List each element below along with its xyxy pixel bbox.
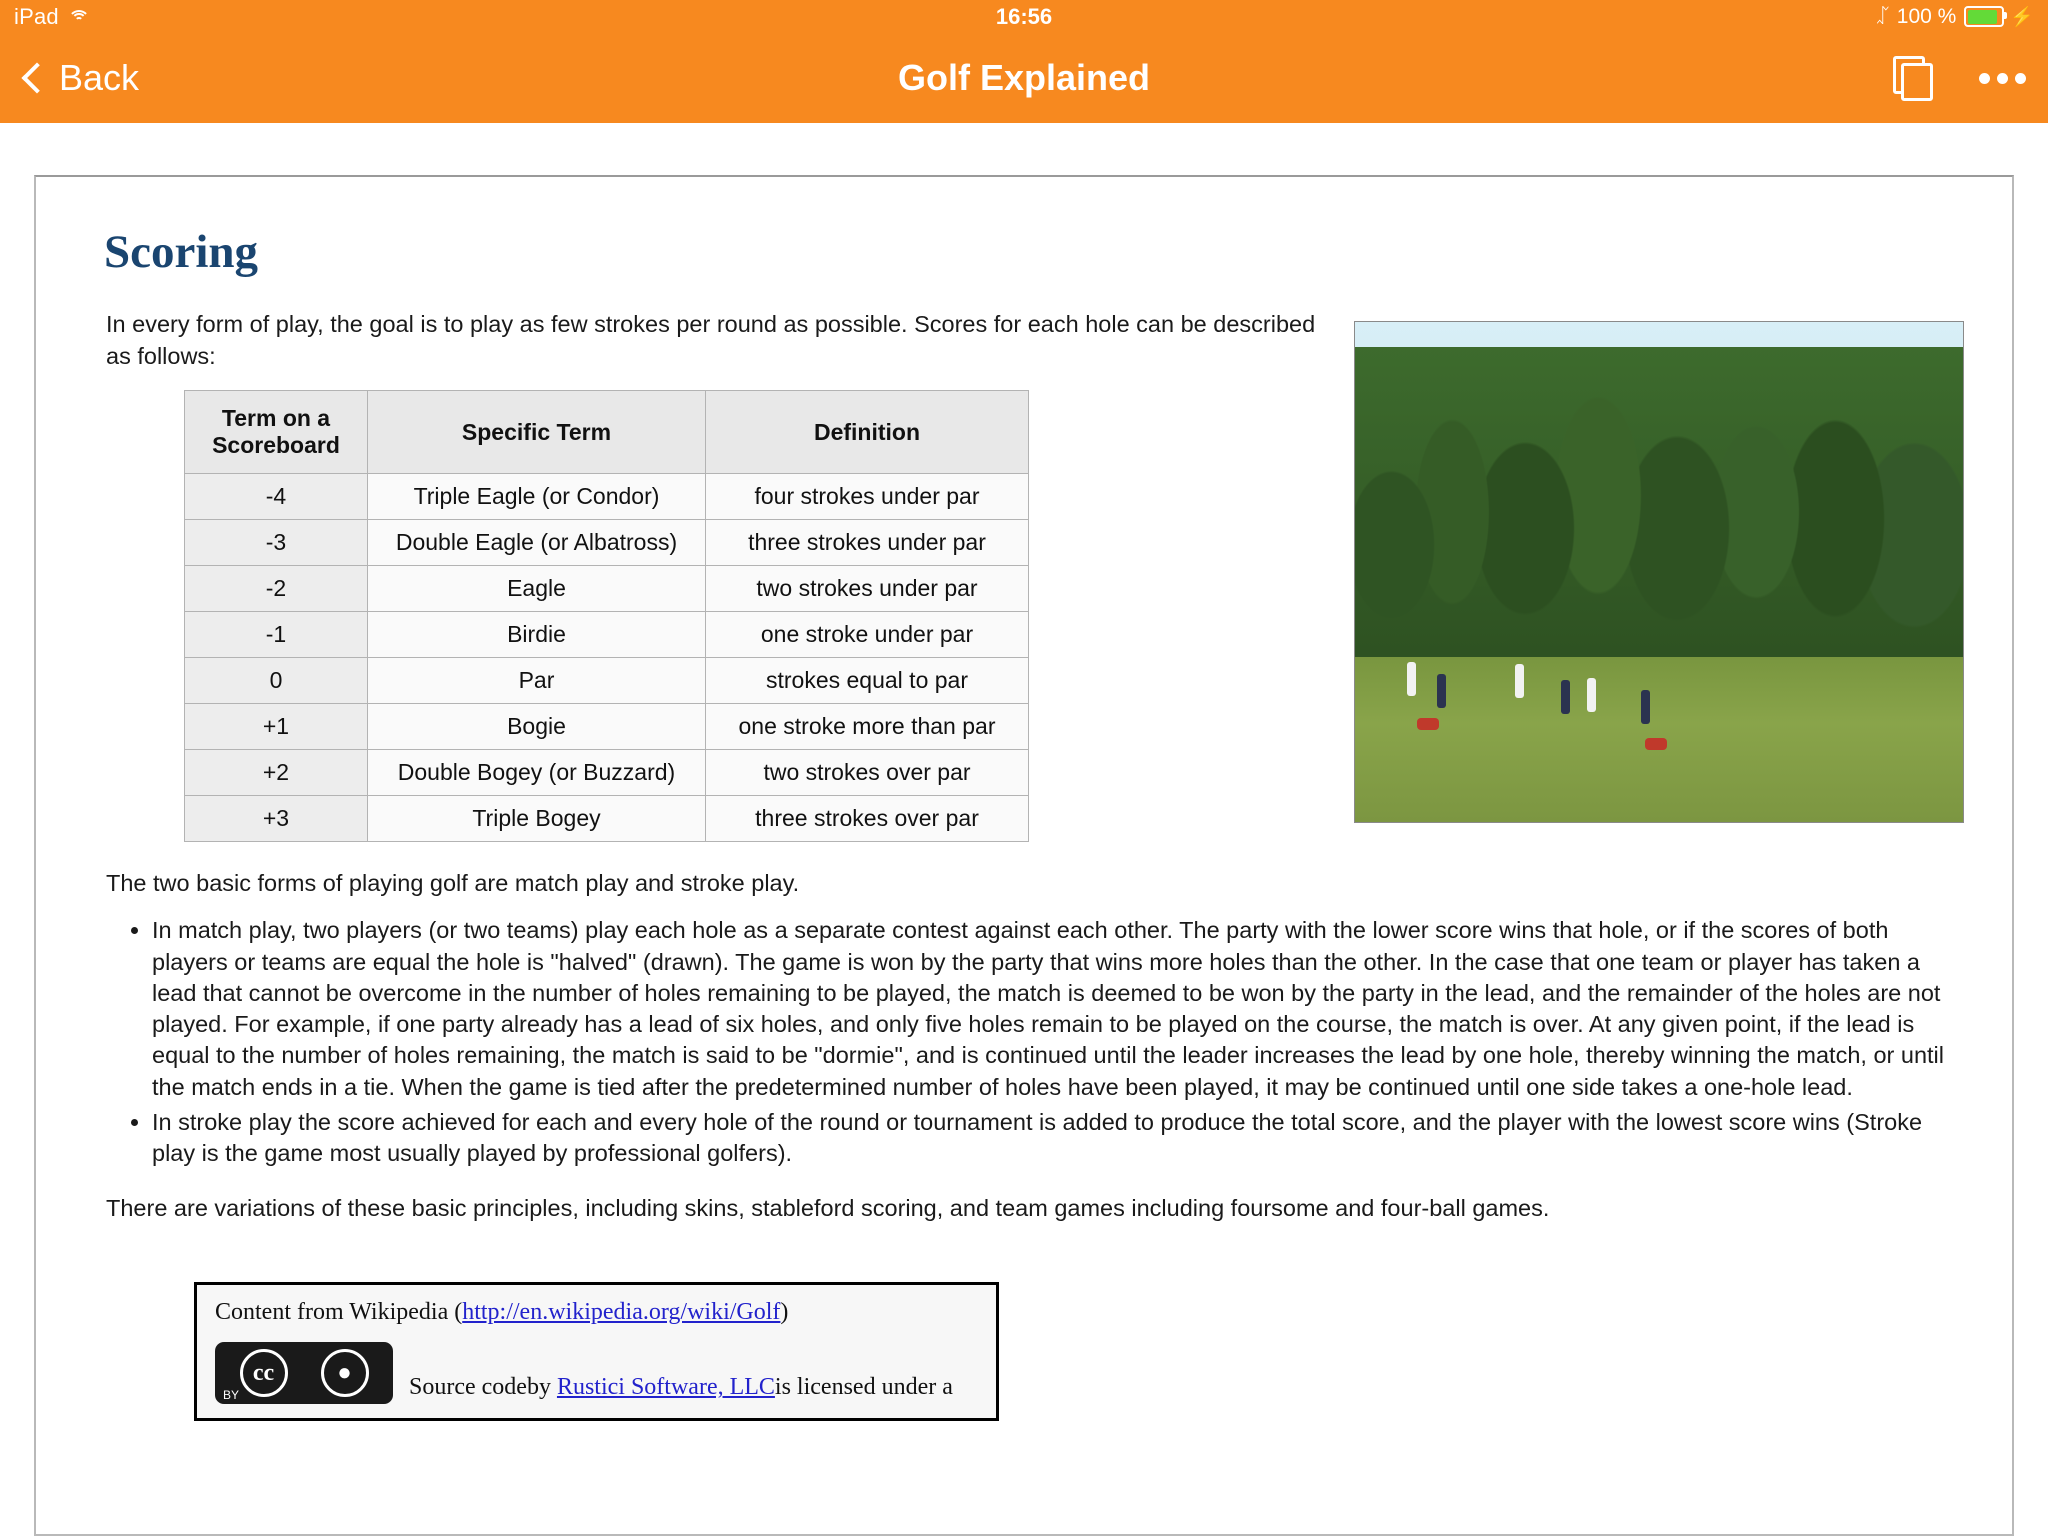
cell-specific-term: Par <box>368 658 706 704</box>
intro-paragraph: In every form of play, the goal is to play as few strokes per round as possible. Scores for each hole can be described as follows: <box>106 311 1316 369</box>
charging-bolt-icon: ⚡ <box>2010 6 2034 28</box>
battery-icon <box>1964 6 2004 27</box>
cell-definition: three strokes over par <box>706 796 1029 842</box>
creative-commons-icon <box>215 1342 393 1404</box>
cell-definition: two strokes over par <box>706 750 1029 796</box>
photo-equipment <box>1645 738 1667 750</box>
cell-term: +1 <box>185 704 368 750</box>
license-text-pre: Source codeby <box>409 1374 557 1401</box>
license-text-post: is licensed under a <box>774 1374 953 1401</box>
cell-specific-term: Triple Eagle (or Condor) <box>368 474 706 520</box>
bluetooth-icon: ᛢ <box>1876 5 1889 27</box>
right-column <box>1354 321 1964 823</box>
table-row <box>185 750 1029 796</box>
cc-circle-icon: cc <box>240 1349 288 1397</box>
copy-pages-icon[interactable] <box>1893 56 1931 100</box>
cell-term: -2 <box>185 566 368 612</box>
license-text <box>409 1372 953 1404</box>
status-bar-right <box>1877 5 2034 29</box>
cell-term: -1 <box>185 612 368 658</box>
photo-figure <box>1641 690 1650 724</box>
cell-definition: four strokes under par <box>706 474 1029 520</box>
table-row <box>185 566 1029 612</box>
column-header-definition: Definition <box>706 391 1029 474</box>
table-row <box>185 796 1029 842</box>
scoring-table-body <box>185 474 1029 842</box>
intro-and-photo-layout <box>84 309 1964 842</box>
attribution-line-2 <box>215 1342 978 1404</box>
back-button-label: Back <box>59 57 140 98</box>
photo-equipment <box>1417 718 1439 730</box>
more-options-icon[interactable] <box>1979 73 2026 84</box>
attribution-line-1 <box>215 1299 978 1326</box>
cell-definition: one stroke more than par <box>706 704 1029 750</box>
device-label: iPad <box>14 3 59 29</box>
attribution-person-icon: ● <box>321 1349 369 1397</box>
table-row <box>185 658 1029 704</box>
cell-specific-term: Birdie <box>368 612 706 658</box>
cell-term: +2 <box>185 750 368 796</box>
cell-term: -3 <box>185 520 368 566</box>
document-body <box>84 225 1964 1421</box>
battery-percent-label: 100 % <box>1896 4 1957 28</box>
left-column <box>84 309 1318 842</box>
table-row <box>185 474 1029 520</box>
cell-specific-term: Eagle <box>368 566 706 612</box>
table-row <box>185 704 1029 750</box>
cell-term: +3 <box>185 796 368 842</box>
nav-bar-actions <box>1893 56 2026 100</box>
cell-specific-term: Triple Bogey <box>368 796 706 842</box>
column-header-specific-term: Specific Term <box>368 391 706 474</box>
cc-by-label: BY <box>223 1388 240 1403</box>
golf-course-photo <box>1354 321 1964 823</box>
forms-of-play-paragraph: The two basic forms of playing golf are match play and stroke play. <box>106 870 800 897</box>
wikipedia-link[interactable]: http://en.wikipedia.org/wiki/Golf <box>462 1299 781 1326</box>
cell-specific-term: Double Bogey (or Buzzard) <box>368 750 706 796</box>
photo-figure <box>1515 664 1524 698</box>
photo-figure <box>1407 662 1416 696</box>
photo-figure <box>1437 674 1446 708</box>
cell-specific-term: Bogie <box>368 704 706 750</box>
attribution-prefix: Content from Wikipedia ( <box>215 1299 463 1326</box>
cell-definition: three strokes under par <box>706 520 1029 566</box>
table-row <box>185 612 1029 658</box>
section-heading: Scoring <box>104 226 259 278</box>
cell-term: -4 <box>185 474 368 520</box>
chevron-left-icon <box>21 62 52 93</box>
document-frame[interactable] <box>34 175 2014 1536</box>
attribution-box <box>194 1282 999 1421</box>
rules-list <box>84 915 1964 1169</box>
photo-treeline <box>1355 347 1963 677</box>
attribution-suffix: ) <box>780 1299 789 1326</box>
cell-definition: strokes equal to par <box>706 658 1029 704</box>
status-bar-clock: 16:56 <box>995 3 1053 29</box>
table-header-row <box>185 391 1029 474</box>
photo-figure <box>1561 680 1570 714</box>
cell-term: 0 <box>185 658 368 704</box>
scoring-table-head <box>185 391 1029 474</box>
cell-definition: one stroke under par <box>706 612 1029 658</box>
list-item: • In match play, two players (or two teams) play each hole as a separate contest against each other. The party with the lower score wins that hole, or if the scores of both players or teams are equal the hole is "halved" (drawn). The game is won by the party that wins more holes than the other. In the case that one team or player has taken a lead that cannot be overcome in the number of holes remaining to be played, the match is deemed to be won by the party in the lead, and the remainder of the holes are not played. For example, if one party already has a lead of six holes, and only five holes remain to be played on the course, the match is over. At any given point, if the lead is equal to the number of holes remaining, the match is said to be "dormie", and is continued until the leader increases the lead by one hole, thereby winning the match, or until the match ends in a tie. When the game is tied after the predetermined number of holes have been played, it may be continued until one side takes a one-hole lead. <box>152 915 1964 1103</box>
column-header-term: Term on a Scoreboard <box>185 391 368 474</box>
back-button[interactable] <box>22 57 139 99</box>
page-title: Golf Explained <box>897 57 1151 98</box>
content-area <box>0 123 2048 1536</box>
scoring-table <box>184 390 1029 842</box>
list-item: • In stroke play the score achieved for each and every hole of the round or tournament is added to produce the total score, and the player with the lowest score wins (Stroke play is the game most usually played by professional golfers). <box>152 1107 1964 1170</box>
rustici-software-link[interactable]: Rustici Software, LLC <box>556 1374 775 1401</box>
status-bar <box>0 0 2048 33</box>
variations-paragraph: There are variations of these basic principles, including skins, stableford scoring, and team games including foursome and four-ball games. <box>106 1195 1550 1222</box>
cell-specific-term: Double Eagle (or Albatross) <box>368 520 706 566</box>
table-row <box>185 520 1029 566</box>
navigation-bar <box>0 33 2048 123</box>
cell-definition: two strokes under par <box>706 566 1029 612</box>
photo-figure <box>1587 678 1596 712</box>
